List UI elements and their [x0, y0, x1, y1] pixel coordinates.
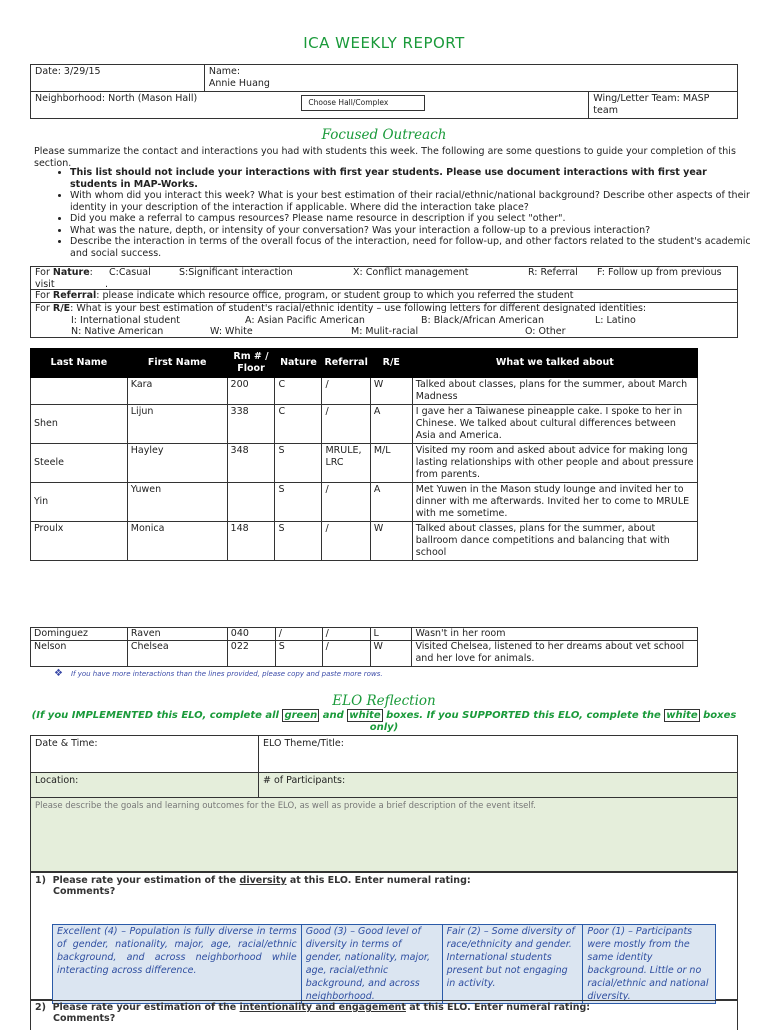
table-row — [31, 522, 698, 561]
cell-room[interactable]: 148 — [227, 522, 275, 561]
cell-last-name[interactable] — [31, 378, 128, 405]
cell-description[interactable]: Talked about classes, plans for the summer, about ballroom dance competitions and balancing that with school — [412, 522, 697, 561]
nature-key: For Nature: C:Casual S:Significant interaction X: Conflict management R: Referral F: Follow up from previous visit . — [30, 266, 738, 290]
cell-re[interactable]: L — [370, 628, 412, 641]
cell-first-name[interactable]: Kara — [127, 378, 227, 405]
rating-good: Good (3) – Good level of diversity in terms of gender, nationality, major, age, racial/ethnic background, and across neighborhood. — [301, 925, 442, 1004]
col-header: What we talked about — [412, 349, 697, 378]
cell-last-name[interactable]: Steele — [31, 444, 128, 483]
cell-referral[interactable]: / — [322, 641, 370, 667]
rating-poor: Poor (1) – Participants were mostly from the same identity background. Little or no racial/ethnic and national diversity. — [583, 925, 716, 1004]
cell-room[interactable]: 022 — [227, 641, 275, 667]
outreach-intro: Please summarize the contact and interactions you had with students this week. The following are some questions to guide your completion of this section. — [34, 146, 736, 169]
table-row — [31, 378, 698, 405]
table-row — [31, 483, 698, 522]
cell-nature[interactable]: S — [275, 483, 322, 522]
cell-first-name[interactable]: Lijun — [127, 405, 227, 444]
cell-referral[interactable]: / — [322, 378, 370, 405]
hall-cell — [204, 92, 588, 119]
guide-bullet: • Did you make a referral to campus resources? Please name resource in description if you select "other". — [70, 213, 755, 225]
cell-nature[interactable]: S — [275, 641, 322, 667]
col-header: Referral — [322, 349, 370, 378]
table-row — [31, 405, 698, 444]
elo-reflection-heading: ELO Reflection — [332, 693, 436, 709]
header-table — [30, 64, 738, 119]
cell-referral[interactable]: / — [322, 628, 370, 641]
cell-first-name[interactable]: Monica — [127, 522, 227, 561]
cell-room[interactable] — [227, 483, 275, 522]
table-row — [31, 641, 698, 667]
col-header: Rm # / Floor — [227, 349, 275, 378]
referral-key: For Referral: please indicate which resource office, program, or student group to which you referred the student — [30, 289, 738, 303]
cell-re[interactable]: A — [370, 483, 412, 522]
cell-last-name[interactable]: Proulx — [31, 522, 128, 561]
elo-participants-field[interactable]: # of Participants: — [259, 773, 738, 798]
copy-rows-note: ❖ If you have more interactions than the lines provided, please copy and paste more rows. — [54, 668, 383, 679]
table-row — [31, 628, 698, 641]
rating-fair: Fair (2) – Some diversity of race/ethnicity and gender. International students present but not engaging in activity. — [442, 925, 583, 1004]
cell-description[interactable]: Talked about classes, plans for the summer, about March Madness — [412, 378, 697, 405]
cell-room[interactable]: 338 — [227, 405, 275, 444]
cell-re[interactable]: W — [370, 641, 412, 667]
guide-bullet: • What was the nature, depth, or intensity of your conversation? Was your interaction a follow-up to a previous interaction? — [70, 225, 755, 237]
cell-last-name[interactable]: Yin — [31, 483, 128, 522]
interactions-table-continued — [30, 627, 698, 667]
name-field[interactable]: Name: Annie Huang — [204, 65, 737, 92]
col-header: Last Name — [31, 349, 128, 378]
guide-bullet: • This list should not include your interactions with first year students. Please use document interactions with first year students in MAP-Works. — [70, 167, 755, 190]
elo-table — [30, 735, 738, 872]
guide-bullet: • With whom did you interact this week? What is your best estimation of their racial/ethnic/national background? Describe other aspects of their identity in your description of the interaction if applicable. Where did the interaction take place? — [70, 190, 755, 213]
re-key: For R/E: What is your best estimation of student's racial/ethnic identity – use following letters for different designated identities: I: International student A: Asian Pacific American B: Black/African American L: Latino N: Native American W: White M: Mulit-racial O: Other — [30, 302, 738, 338]
cell-room[interactable]: 040 — [227, 628, 275, 641]
cell-re[interactable]: W — [370, 522, 412, 561]
cell-re[interactable]: W — [370, 378, 412, 405]
cell-description[interactable]: Visited my room and asked about advice for making long lasting relationships with other people and about pressure from parents. — [412, 444, 697, 483]
diamond-bullet-icon: ❖ — [54, 668, 63, 679]
elo-date-time-field[interactable]: Date & Time: — [31, 736, 259, 773]
interactions-table — [30, 348, 698, 561]
cell-room[interactable]: 348 — [227, 444, 275, 483]
wing-field[interactable]: Wing/Letter Team: MASP team — [589, 92, 738, 119]
report-title: ICA WEEKLY REPORT — [303, 34, 465, 52]
cell-last-name[interactable]: Shen — [31, 405, 128, 444]
elo-instructions: (If you IMPLEMENTED this ELO, complete all green and white boxes. If you SUPPORTED this ELO, complete the white boxes only) — [31, 710, 737, 733]
cell-first-name[interactable]: Hayley — [127, 444, 227, 483]
neighborhood-field[interactable]: Neighborhood: North (Mason Hall) — [31, 92, 205, 119]
cell-description[interactable]: Wasn't in her room — [412, 628, 698, 641]
table-header-row — [31, 349, 698, 378]
cell-room[interactable]: 200 — [227, 378, 275, 405]
date-field[interactable]: Date: 3/29/15 — [31, 65, 205, 92]
col-header: First Name — [127, 349, 227, 378]
diversity-rating-scale — [52, 924, 716, 1004]
cell-description[interactable]: Visited Chelsea, listened to her dreams about vet school and her love for animals. — [412, 641, 698, 667]
cell-re[interactable]: M/L — [370, 444, 412, 483]
cell-nature[interactable]: / — [275, 628, 322, 641]
cell-nature[interactable]: C — [275, 405, 322, 444]
guide-question-list — [52, 167, 755, 259]
cell-nature[interactable]: S — [275, 444, 322, 483]
cell-description[interactable]: Met Yuwen in the Mason study lounge and invited her to dinner with me afterwards. Invited her to come to MRULE with me sometime. — [412, 483, 697, 522]
cell-re[interactable]: A — [370, 405, 412, 444]
engagement-question-box[interactable]: 2) Please rate your estimation of the intentionality and engagement at this ELO. Enter numeral rating: Comments? — [30, 1000, 738, 1030]
cell-referral[interactable]: MRULE, LRC — [322, 444, 370, 483]
cell-nature[interactable]: C — [275, 378, 322, 405]
cell-first-name[interactable]: Yuwen — [127, 483, 227, 522]
cell-first-name[interactable]: Raven — [127, 628, 227, 641]
focused-outreach-heading: Focused Outreach — [321, 127, 447, 143]
elo-location-field[interactable]: Location: — [31, 773, 259, 798]
elo-description-field[interactable]: Please describe the goals and learning outcomes for the ELO, as well as provide a brief description of the event itself. — [31, 798, 738, 872]
cell-last-name[interactable]: Dominguez — [31, 628, 128, 641]
col-header: R/E — [370, 349, 412, 378]
guide-bullet: • Describe the interaction in terms of the overall focus of the interaction, need for follow-up, and other factors related to the student's academic and social success. — [70, 236, 755, 259]
cell-referral[interactable]: / — [322, 483, 370, 522]
rating-excellent: Excellent (4) – Population is fully diverse in terms of gender, nationality, major, age, racial/ethnic background, and across neighborhood while interacting across difference. — [53, 925, 302, 1004]
cell-nature[interactable]: S — [275, 522, 322, 561]
cell-description[interactable]: I gave her a Taiwanese pineapple cake. I spoke to her in Chinese. We talked about cultural differences between Asia and America. — [412, 405, 697, 444]
col-header: Nature — [275, 349, 322, 378]
cell-first-name[interactable]: Chelsea — [127, 641, 227, 667]
cell-referral[interactable]: / — [322, 522, 370, 561]
elo-theme-field[interactable]: ELO Theme/Title: — [259, 736, 738, 773]
table-row — [31, 444, 698, 483]
diversity-question-box[interactable]: 1) Please rate your estimation of the diversity at this ELO. Enter numeral rating: Comments? — [30, 872, 738, 1000]
choose-hall-dropdown[interactable]: Choose Hall/Complex — [301, 95, 425, 111]
cell-referral[interactable]: / — [322, 405, 370, 444]
cell-last-name[interactable]: Nelson — [31, 641, 128, 667]
